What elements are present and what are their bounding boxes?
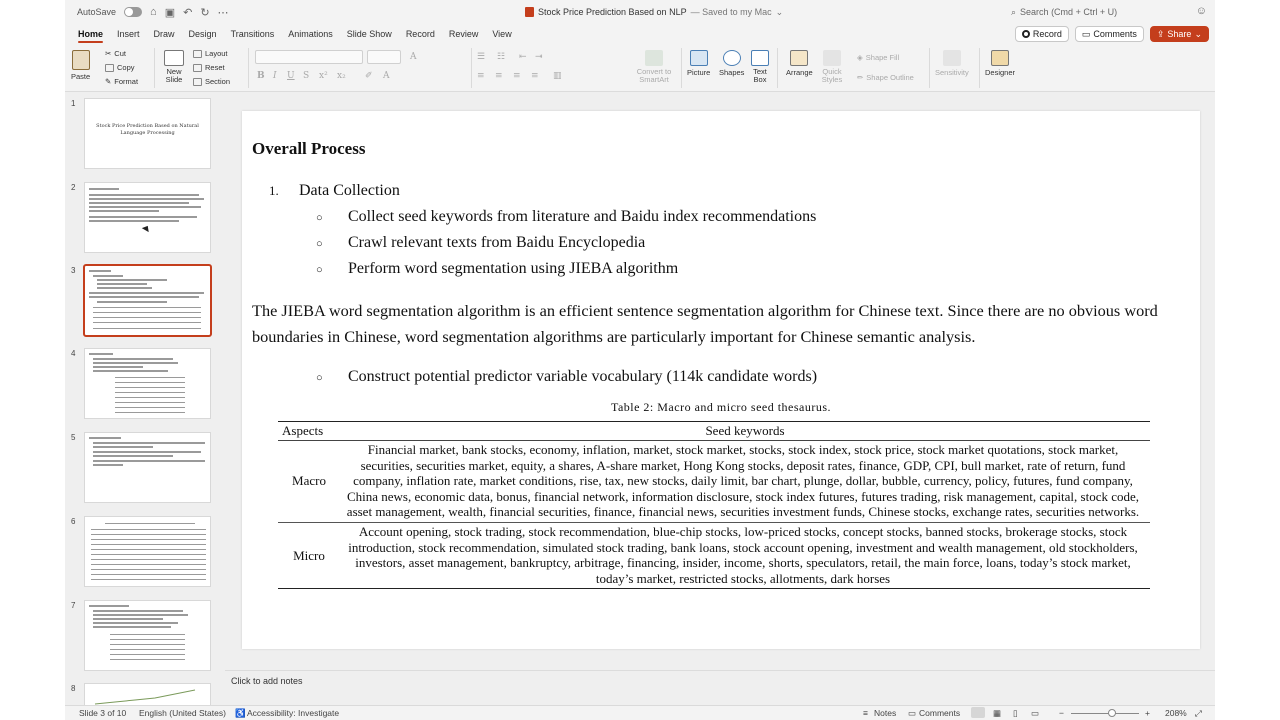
shapes-icon [723,50,741,66]
new-slide-button[interactable] [161,50,187,84]
font-size-dropdown[interactable] [367,50,401,64]
columns-icon[interactable]: ▥ [553,71,562,81]
zoom-slider-handle[interactable] [1108,709,1116,717]
hollow-bullet-icon: ○ [316,212,323,224]
quick-styles-label: Quick Styles [821,67,843,84]
comments-icon: ▭ [908,708,917,718]
align-left-icon[interactable]: ≡ [477,71,485,81]
record-icon [1022,30,1030,38]
tab-draw[interactable]: Draw [153,29,175,39]
table-row [278,522,1150,588]
tab-insert[interactable]: Insert [117,29,140,39]
shape-outline-button[interactable] [857,73,914,82]
align-center-icon[interactable]: ≡ [495,71,503,81]
thumbnail-slide-4[interactable] [84,348,211,419]
hollow-bullet-icon: ○ [316,372,323,384]
slide-thumbnails-pane [65,93,225,705]
font-name-dropdown[interactable] [255,50,363,64]
designer-button[interactable] [985,50,1015,77]
tab-home[interactable]: Home [71,24,110,44]
outdent-icon[interactable]: ⇥ [535,52,543,62]
search-placeholder: Search (Cmd + Ctrl + U) [1020,7,1118,17]
accessibility-icon: ♿ [235,708,246,718]
scissors-icon: ✂ [105,49,112,58]
cut-label: Cut [114,49,126,58]
record-label: Record [1032,29,1062,39]
arrange-button[interactable] [786,50,813,77]
title-bar [65,0,1215,24]
picture-button[interactable] [687,50,710,77]
table-row [278,441,1150,522]
textbox-label: Text Box [753,67,767,84]
reading-view-icon[interactable]: ▯ [1013,708,1018,718]
hollow-bullet-icon: ○ [316,238,323,250]
fit-slide-icon[interactable]: ⤢ [1195,708,1202,718]
notes-pane[interactable] [225,670,1215,705]
numbered-item[interactable] [269,182,400,200]
status-bar [65,705,1215,720]
item-label: Data Collection [299,182,400,199]
sensitivity-icon [943,50,961,66]
strikethrough-icon[interactable]: S [303,71,310,81]
doc-title-text: Stock Price Prediction Based on NLP [538,7,687,17]
row-keywords: Account opening, stock trading, stock recommendation, blue-chip stocks, low-priced stocks, concept stocks, banned stocks, brokerage stocks, stock introduction, stock recommendation, simulated stock trading, bank loans, stock account opening, investment and wealth management, old stockholders, investors, asset management, bankruptcy, arbitrage, financing, insider, income, shorts, speculators, retail, the main force, loans, today’s stock market, today’s market, restricted stocks, allotments, dark horses [348,523,1138,586]
thumb-title: Stock Price Prediction Based on Natural Language Processing [96,123,199,136]
bullet-text: Construct potential predictor variable vocabulary (114k candidate words) [348,368,818,385]
row-aspect: Micro [293,547,325,563]
search-icon: ⌕ [1011,6,1017,17]
tab-record[interactable]: Record [405,29,435,39]
saved-status: — Saved to my Mac [690,7,772,17]
share-button[interactable] [1150,26,1209,42]
sensitivity-button[interactable] [935,50,969,77]
notes-toggle[interactable]: Notes [874,708,897,718]
picture-label: Picture [687,68,711,77]
pen-icon: ✏ [857,73,864,82]
ribbon-divider [248,48,249,88]
paint-bucket-icon: ◈ [857,53,863,62]
shape-fill-button[interactable] [857,53,899,62]
tab-view[interactable]: View [492,29,512,39]
numbering-icon[interactable]: ☷ [497,52,506,62]
thumbnail-slide-2[interactable] [84,182,211,253]
section-icon [193,78,202,86]
justify-icon[interactable]: ≡ [531,71,539,81]
slideshow-icon[interactable]: ▭ [1031,708,1040,718]
notes-icon: ≡ [863,708,868,718]
bullet-text: Crawl relevant texts from Baidu Encyclopedia [348,234,646,251]
thumbnail-slide-3[interactable] [83,264,212,337]
paste-button[interactable] [71,50,90,81]
autosave-toggle[interactable] [124,7,142,17]
ribbon-home [65,44,1215,92]
slide-title[interactable]: Overall Process [252,139,366,158]
paste-icon [72,50,90,70]
item-number: 1. [269,183,279,198]
thumb-number: 3 [71,266,76,275]
bullet-item[interactable] [316,208,816,226]
bold-icon[interactable]: B [257,71,265,81]
table-caption: Table 2: Macro and micro seed thesaurus. [610,400,832,414]
convert-smartart-button[interactable] [633,50,675,84]
powerpoint-window [65,0,1215,720]
convert-label: Convert to SmartArt [636,67,672,84]
increase-font-icon[interactable]: A [410,52,417,62]
tab-animations[interactable]: Animations [288,29,333,39]
tab-slide-show[interactable]: Slide Show [346,29,392,39]
ribbon-divider [154,48,155,88]
share-icon: ⇪ [1156,28,1165,39]
seed-thesaurus-table[interactable] [278,421,1150,589]
thumbnail-slide-5[interactable] [84,432,211,503]
layout-button[interactable] [193,49,228,58]
bullet-item[interactable] [316,234,645,252]
thumb-number: 6 [71,517,76,526]
zoom-in-icon[interactable]: + [1145,708,1150,718]
shapes-label: Shapes [719,68,745,77]
textbox-button[interactable] [751,50,769,84]
bullet-text: Perform word segmentation using JIEBA algorithm [348,260,679,277]
thumb-number: 1 [71,99,76,108]
row-aspect: Macro [292,473,326,489]
thumbnail-slide-8[interactable] [84,683,211,705]
ribbon-divider [979,48,980,88]
comments-toggle[interactable]: Comments [919,708,961,718]
zoom-out-icon[interactable]: − [1059,708,1064,718]
ribbon-divider [681,48,682,88]
section-button[interactable] [193,77,230,86]
account-icon[interactable]: ☺ [1195,5,1207,17]
thumb-number: 2 [71,183,76,192]
bullet-item[interactable] [316,368,817,386]
format-painter-button[interactable] [105,77,138,86]
subscript-icon[interactable]: x₂ [337,71,346,81]
thumb-number: 4 [71,349,76,358]
redo-icon[interactable]: ↻ [200,6,210,19]
section-label: Section [205,77,231,86]
bullets-icon[interactable]: ☰ [477,52,486,62]
sensitivity-label: Sensitivity [935,68,969,77]
reset-icon [193,64,202,72]
slide-canvas[interactable] [242,111,1200,649]
superscript-icon[interactable]: x² [319,71,328,81]
font-color-icon[interactable]: A [383,71,390,81]
share-label: Share [1167,29,1192,39]
record-button[interactable] [1015,26,1069,42]
home-icon[interactable]: ⌂ [150,6,157,18]
designer-label: Designer [985,68,1016,77]
thumb-number: 7 [71,601,76,610]
autosave-label: AutoSave [77,7,117,17]
format-label: Format [114,77,139,86]
more-icon[interactable]: ⋯ [217,6,229,19]
chevron-down-icon: ⌄ [1194,28,1202,39]
chevron-down-icon: ⌄ [775,6,784,17]
italic-icon[interactable]: I [273,71,277,81]
align-right-icon[interactable]: ≡ [513,71,521,81]
copy-label: Copy [117,63,135,72]
thumbnail-slide-6[interactable] [84,516,211,587]
thumb-number: 8 [71,684,76,693]
search-box[interactable] [1011,4,1117,20]
quick-styles-button[interactable] [821,50,843,84]
layout-icon [193,50,202,58]
thumb-number: 5 [71,433,76,442]
zoom-slider[interactable] [1071,713,1139,714]
copy-icon [105,64,114,72]
comments-label: Comments [1093,29,1137,39]
save-icon[interactable]: ▣ [164,6,176,19]
powerpoint-file-icon [525,7,534,17]
table-header [278,422,1150,441]
row-keywords: Financial market, bank stocks, economy, inflation, market, stock market, stocks, stock index, stock price, stock market quotations, stock market, securities, securities market, equity, a shares, A-share market, Hong Kong stocks, deposit rates, finance, GDP, CPI, bull market, rate of return, fund company, inflation rate, market conditions, rise, tax, new stocks, daily limit, bar chart, plunge, dollar, bubble, currency, policy, futures, fund company, China news, economic data, bonus, financial network, information disclosure, stock index futures, futures trading, risk management, capital, stock code, asset management, wealth, financial securities, finance, financial news, securities investment funds, Chinese stocks, exchange rates, securities networks. [346,442,1140,520]
tab-actions [1015,26,1209,42]
indent-icon[interactable]: ⇤ [519,52,527,62]
textbox-icon [751,50,769,66]
header-keywords: Seed keywords [705,423,785,438]
bullet-text: Collect seed keywords from literature and Baidu index recommendations [348,208,817,225]
accessibility-status[interactable]: Accessibility: Investigate [247,708,340,718]
thumbnail-slide-1[interactable] [84,98,211,169]
shapes-button[interactable] [719,50,744,77]
brush-icon: ✎ [105,77,112,86]
thumb-chart-preview [85,684,212,705]
slide-counter: Slide 3 of 10 [79,708,127,718]
thumbnail-slide-7[interactable] [84,600,211,671]
bullet-item[interactable] [316,260,678,278]
ribbon-divider [777,48,778,88]
shape-fill-label: Shape Fill [865,53,900,62]
reset-button[interactable] [193,63,225,72]
underline-icon[interactable]: U [287,71,295,81]
highlight-icon[interactable]: ✐ [365,71,373,81]
arrange-icon [790,50,808,66]
undo-icon[interactable]: ↶ [183,6,193,19]
ribbon-divider [929,48,930,88]
header-aspects: Aspects [282,423,324,438]
designer-icon [991,50,1009,66]
reset-label: Reset [205,63,225,72]
vertical-scrollbar[interactable] [1205,93,1215,670]
tab-design[interactable]: Design [188,29,217,39]
language-status[interactable]: English (United States) [139,708,226,718]
cut-button[interactable] [105,49,126,58]
arrange-label: Arrange [786,68,813,77]
zoom-level[interactable]: 208% [1165,708,1187,718]
copy-button[interactable] [105,63,135,72]
comments-button[interactable] [1075,26,1144,42]
new-slide-icon [164,50,184,66]
slide-sorter-icon[interactable]: ▦ [993,708,1002,718]
smartart-icon [645,50,663,66]
paste-label: Paste [71,72,91,81]
new-slide-label: New Slide [165,67,183,84]
slide-paragraph[interactable]: The JIEBA word segmentation algorithm is an efficient sentence segmentation algorithm for Chinese text. Since there are no obvious word boundaries in Chinese, word segmentation algorithms are particularly important for Chinese semantic analysis. [252,301,1158,346]
comment-icon: ▭ [1081,28,1091,39]
picture-icon [690,50,708,66]
ribbon-divider [471,48,472,88]
tab-transitions[interactable]: Transitions [230,29,275,39]
notes-placeholder: Click to add notes [231,676,303,686]
hollow-bullet-icon: ○ [316,264,323,276]
normal-view-icon[interactable] [971,707,985,718]
document-title[interactable] [525,0,783,24]
tab-review[interactable]: Review [448,29,479,39]
shape-outline-label: Shape Outline [866,73,914,82]
quick-styles-icon [823,50,841,66]
layout-label: Layout [205,49,228,58]
